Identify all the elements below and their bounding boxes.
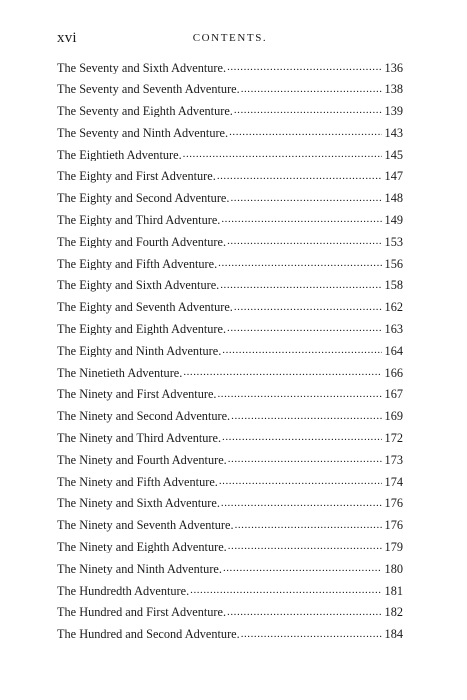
dot-leader (227, 607, 382, 619)
toc-entry-page: 148 (384, 191, 403, 205)
toc-entry-page: 169 (384, 409, 403, 423)
toc-entry[interactable] (57, 401, 403, 423)
toc-entry-title: The Ninety and Fifth Adventure. (57, 474, 218, 488)
dot-leader (234, 105, 382, 117)
toc-entry-page: 163 (384, 322, 403, 336)
toc-entry[interactable] (57, 117, 403, 139)
dot-leader (183, 367, 381, 379)
dot-leader (229, 127, 381, 139)
toc-entry-page: 156 (384, 256, 403, 270)
running-head (57, 30, 403, 50)
toc-entry[interactable] (57, 74, 403, 96)
toc-entry-page: 138 (384, 82, 403, 96)
toc-entry-page: 172 (384, 431, 403, 445)
toc-entry-page: 176 (384, 518, 403, 532)
toc-entry-page: 164 (384, 343, 403, 358)
dot-leader (223, 563, 382, 575)
dot-leader (183, 149, 382, 161)
toc-entry[interactable] (57, 226, 403, 248)
toc-entry-title: The Ninety and First Adventure. (57, 387, 217, 401)
toc-entry-title: The Ninety and Sixth Adventure. (57, 496, 220, 510)
toc-entry-page: 147 (384, 169, 403, 183)
toc-entry-title: The Ninety and Second Adventure. (57, 409, 231, 423)
toc-entry[interactable] (57, 205, 403, 227)
toc-entry-page: 136 (384, 60, 403, 74)
toc-entry-page: 145 (384, 147, 403, 161)
dot-leader (241, 629, 382, 641)
toc-entry-page: 162 (384, 300, 403, 314)
toc-entry[interactable] (57, 510, 403, 532)
toc-entry-title: The Eighty and Second Adventure. (57, 191, 230, 205)
toc-entry-page: 181 (384, 583, 403, 597)
toc-entry[interactable] (57, 466, 403, 488)
toc-entry-page: 179 (384, 540, 403, 554)
toc-entry-page: 166 (384, 365, 403, 379)
toc-entry-title: The Hundred and First Adventure. (57, 605, 227, 619)
toc-entry[interactable] (57, 183, 403, 205)
toc-entry[interactable] (57, 597, 403, 619)
toc-entry[interactable] (57, 292, 403, 314)
table-of-contents (57, 52, 403, 641)
dot-leader (222, 432, 382, 444)
toc-entry[interactable] (57, 357, 403, 379)
toc-entry[interactable] (57, 52, 403, 74)
dot-leader (241, 84, 382, 96)
toc-entry-title: The Eighty and First Adventure. (57, 169, 216, 183)
toc-entry-page: 139 (384, 104, 403, 118)
dot-leader (230, 193, 381, 205)
toc-entry[interactable] (57, 314, 403, 336)
toc-entry-title: The Ninety and Ninth Adventure. (57, 561, 222, 576)
toc-entry-title: The Hundred and Second Adventure. (57, 627, 240, 641)
toc-entry-title: The Eighty and Third Adventure. (57, 213, 221, 227)
toc-entry[interactable] (57, 248, 403, 270)
toc-entry-page: 176 (384, 496, 403, 510)
toc-entry-title: The Ninety and Third Adventure. (57, 431, 222, 445)
toc-entry-page: 143 (384, 125, 403, 140)
toc-entry-page: 158 (384, 278, 403, 292)
dot-leader (219, 476, 382, 488)
toc-entry-title: The Eighty and Eighth Adventure. (57, 322, 227, 336)
toc-entry[interactable] (57, 379, 403, 401)
dot-leader (218, 389, 382, 401)
toc-entry[interactable] (57, 619, 403, 641)
toc-entry[interactable] (57, 139, 403, 161)
dot-leader (222, 345, 381, 357)
dot-leader (228, 541, 382, 553)
dot-leader (218, 258, 381, 270)
toc-entry-title: The Ninety and Eighth Adventure. (57, 540, 227, 554)
toc-entry[interactable] (57, 488, 403, 510)
dot-leader (231, 411, 381, 423)
dot-leader (221, 498, 382, 510)
toc-entry[interactable] (57, 444, 403, 466)
dot-leader (220, 280, 381, 292)
page-title: CONTENTS. (192, 32, 268, 44)
dot-leader (234, 302, 382, 314)
toc-entry[interactable] (57, 270, 403, 292)
dot-leader (221, 214, 381, 226)
toc-entry-page: 184 (384, 627, 403, 641)
toc-entry-title: The Hundredth Adventure. (57, 583, 190, 597)
toc-entry-page: 153 (384, 234, 403, 249)
dot-leader (228, 454, 382, 466)
dot-leader (227, 323, 382, 335)
dot-leader (190, 585, 381, 597)
toc-entry-page: 174 (384, 474, 403, 488)
dot-leader (235, 520, 382, 532)
toc-entry-page: 182 (384, 605, 403, 619)
dot-leader (227, 236, 381, 248)
toc-entry-page: 167 (384, 387, 403, 401)
toc-entry-title: The Ninetieth Adventure. (57, 365, 183, 379)
toc-entry[interactable] (57, 423, 403, 445)
toc-entry-page: 149 (384, 213, 403, 227)
toc-entry-title: The Eighty and Ninth Adventure. (57, 343, 222, 358)
page-folio: xvi (57, 30, 77, 46)
toc-entry[interactable] (57, 553, 403, 575)
toc-entry-title: The Eightieth Adventure. (57, 147, 182, 161)
toc-entry-title: The Eighty and Seventh Adventure. (57, 300, 233, 314)
dot-leader (217, 171, 382, 183)
toc-entry-page: 173 (384, 452, 403, 467)
toc-entry-title: The Seventy and Ninth Adventure. (57, 125, 229, 140)
toc-entry[interactable] (57, 575, 403, 597)
toc-entry[interactable] (57, 335, 403, 357)
dot-leader (227, 62, 381, 74)
toc-entry[interactable] (57, 96, 403, 118)
toc-entry[interactable] (57, 161, 403, 183)
toc-entry-title: The Eighty and Fifth Adventure. (57, 256, 218, 270)
toc-entry[interactable] (57, 532, 403, 554)
toc-entry-title: The Seventy and Seventh Adventure. (57, 82, 240, 96)
toc-entry-title: The Ninety and Seventh Adventure. (57, 518, 234, 532)
toc-entry-title: The Eighty and Fourth Adventure. (57, 234, 227, 249)
toc-entry-page: 180 (384, 561, 403, 576)
toc-entry-title: The Seventy and Eighth Adventure. (57, 104, 233, 118)
toc-entry-title: The Seventy and Sixth Adventure. (57, 60, 227, 74)
toc-entry-title: The Ninety and Fourth Adventure. (57, 452, 227, 467)
toc-entry-title: The Eighty and Sixth Adventure. (57, 278, 220, 292)
